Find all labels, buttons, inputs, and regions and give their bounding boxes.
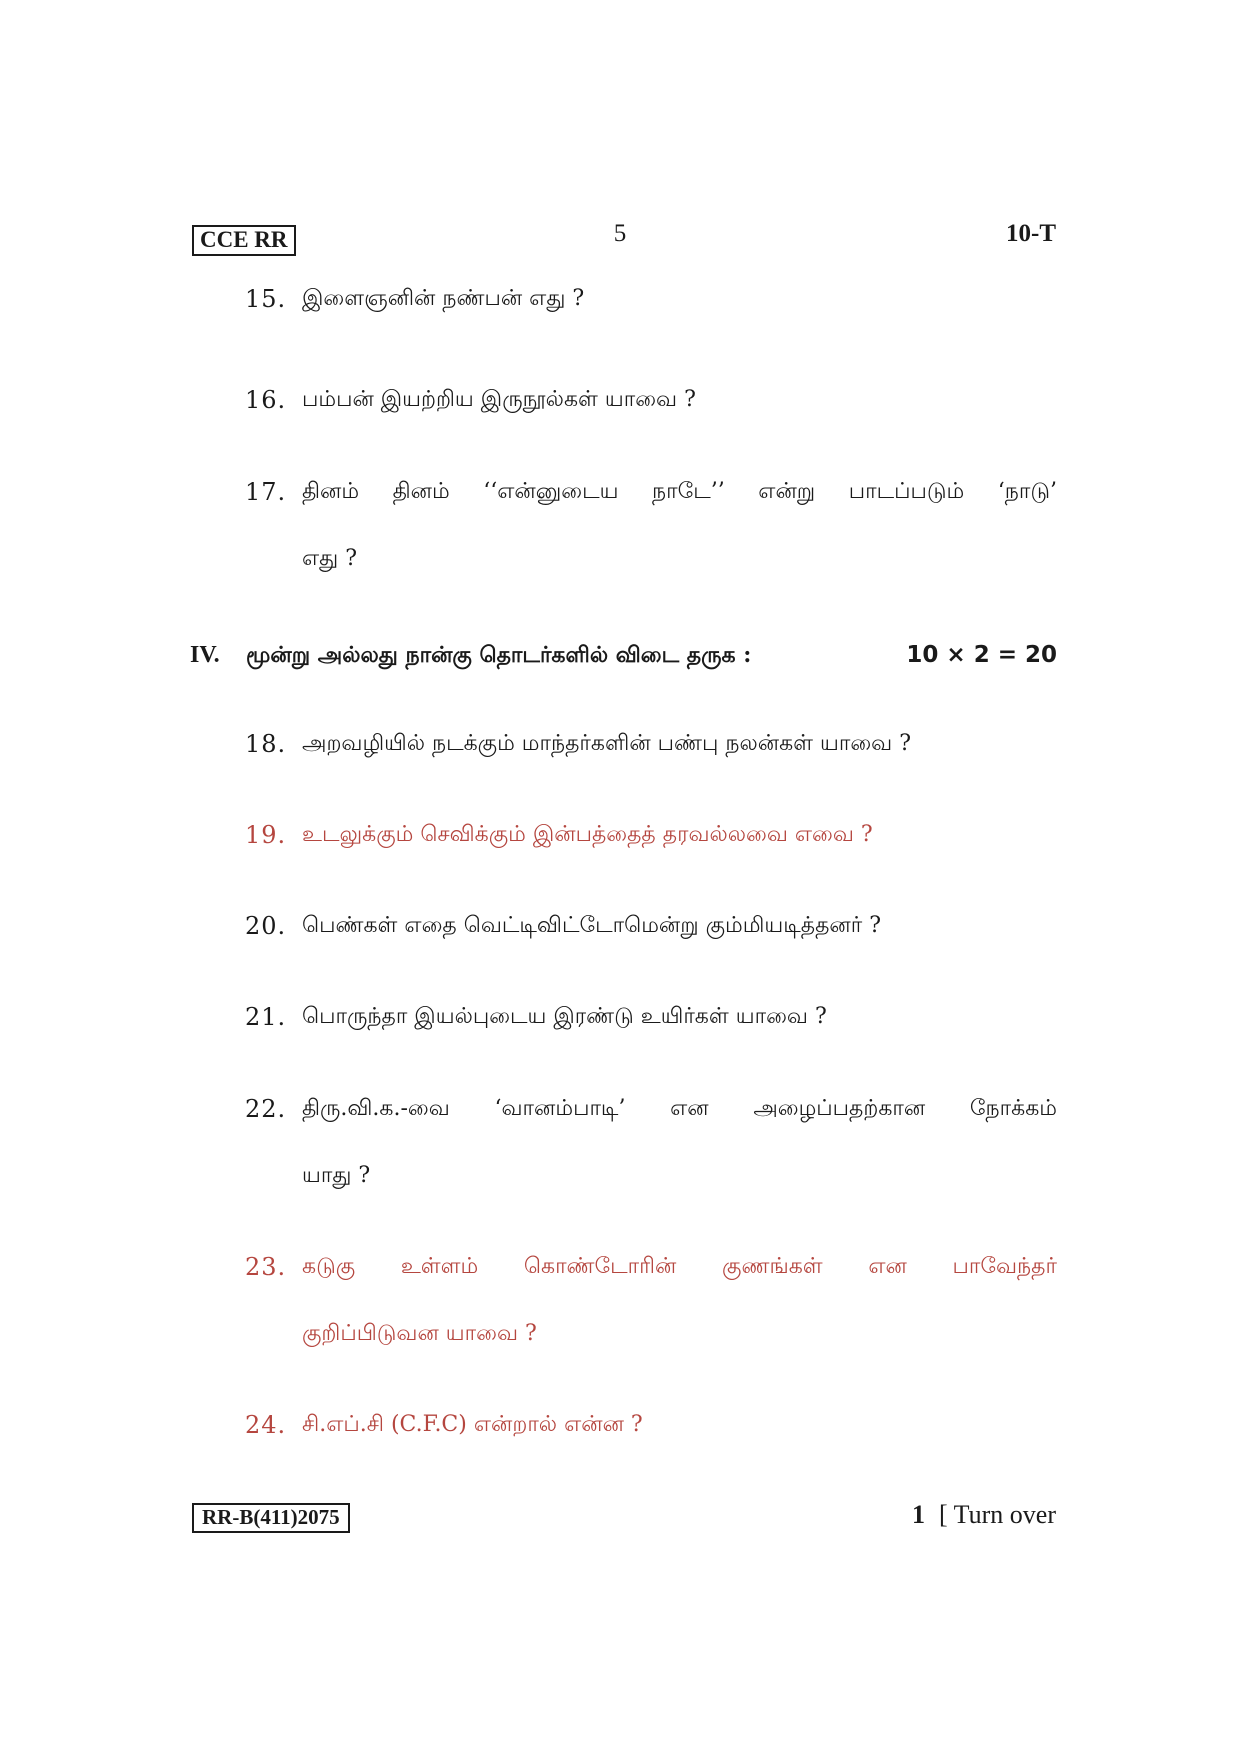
section-number: IV. bbox=[190, 642, 220, 668]
question-number: 21. bbox=[245, 1003, 287, 1031]
question-text: கடுகு உள்ளம் கொண்டோரின் குணங்கள் என பாவேந்தர் bbox=[302, 1254, 1057, 1279]
question-text: பெண்கள் எதை வெட்டிவிட்டோமென்று கும்மியடித்தனர் ? bbox=[302, 913, 882, 938]
paper-code: 10-T bbox=[1006, 220, 1056, 247]
question-19 bbox=[245, 818, 1057, 852]
sheet-number: 1 bbox=[911, 1500, 925, 1529]
footer-code-box: RR-B(411)2075 bbox=[192, 1503, 350, 1533]
question-15 bbox=[245, 282, 1057, 316]
question-23 bbox=[245, 1250, 1057, 1351]
footer-turn-over bbox=[912, 1499, 1056, 1531]
question-text-continued: யாது ? bbox=[302, 1163, 371, 1188]
question-text: பொருந்தா இயல்புடைய இரண்டு உயிர்கள் யாவை ? bbox=[302, 1004, 827, 1029]
question-20 bbox=[245, 909, 1057, 943]
question-text-continued: குறிப்பிடுவன யாவை ? bbox=[302, 1321, 537, 1346]
question-text-continued: எது ? bbox=[302, 546, 358, 571]
section-marks: 10 × 2 = 20 bbox=[906, 642, 1057, 668]
question-17 bbox=[245, 475, 1057, 576]
question-22 bbox=[245, 1092, 1057, 1193]
question-18 bbox=[245, 727, 1057, 761]
question-number: 16. bbox=[245, 386, 287, 414]
question-text: அறவழியில் நடக்கும் மாந்தர்களின் பண்பு நலன்கள் யாவை ? bbox=[302, 731, 912, 756]
page-number: 5 bbox=[613, 220, 627, 247]
question-text: இளைஞனின் நண்பன் எது ? bbox=[302, 286, 585, 311]
question-number: 22. bbox=[245, 1095, 287, 1123]
question-number: 20. bbox=[245, 912, 287, 940]
question-21 bbox=[245, 1000, 1057, 1034]
question-number: 17. bbox=[245, 478, 287, 506]
question-number: 15. bbox=[245, 285, 287, 313]
question-text: பம்பன் இயற்றிய இருநூல்கள் யாவை ? bbox=[302, 387, 696, 412]
question-16 bbox=[245, 383, 1057, 417]
header-code-box: CCE RR bbox=[192, 225, 296, 256]
question-number: 18. bbox=[245, 730, 287, 758]
question-text: சி.எப்.சி (C.F.C) என்றால் என்ன ? bbox=[302, 1412, 643, 1437]
question-text: உடலுக்கும் செவிக்கும் இன்பத்தைத் தரவல்லவை எவை ? bbox=[302, 822, 873, 847]
question-number: 23. bbox=[245, 1253, 287, 1281]
question-24 bbox=[245, 1408, 1057, 1442]
question-number: 24. bbox=[245, 1411, 287, 1439]
question-text: தினம் தினம் ‘‘என்னுடைய நாடே’’ என்று பாடப்படும் ‘நாடு’ bbox=[302, 479, 1057, 504]
turn-over-label: [ Turn over bbox=[938, 1500, 1056, 1529]
section-title: மூன்று அல்லது நான்கு தொடர்களில் விடை தருக : bbox=[246, 642, 752, 668]
question-number: 19. bbox=[245, 821, 287, 849]
question-text: திரு.வி.க.-வை ‘வானம்பாடி’ என அழைப்பதற்கான நோக்கம் bbox=[302, 1096, 1057, 1121]
